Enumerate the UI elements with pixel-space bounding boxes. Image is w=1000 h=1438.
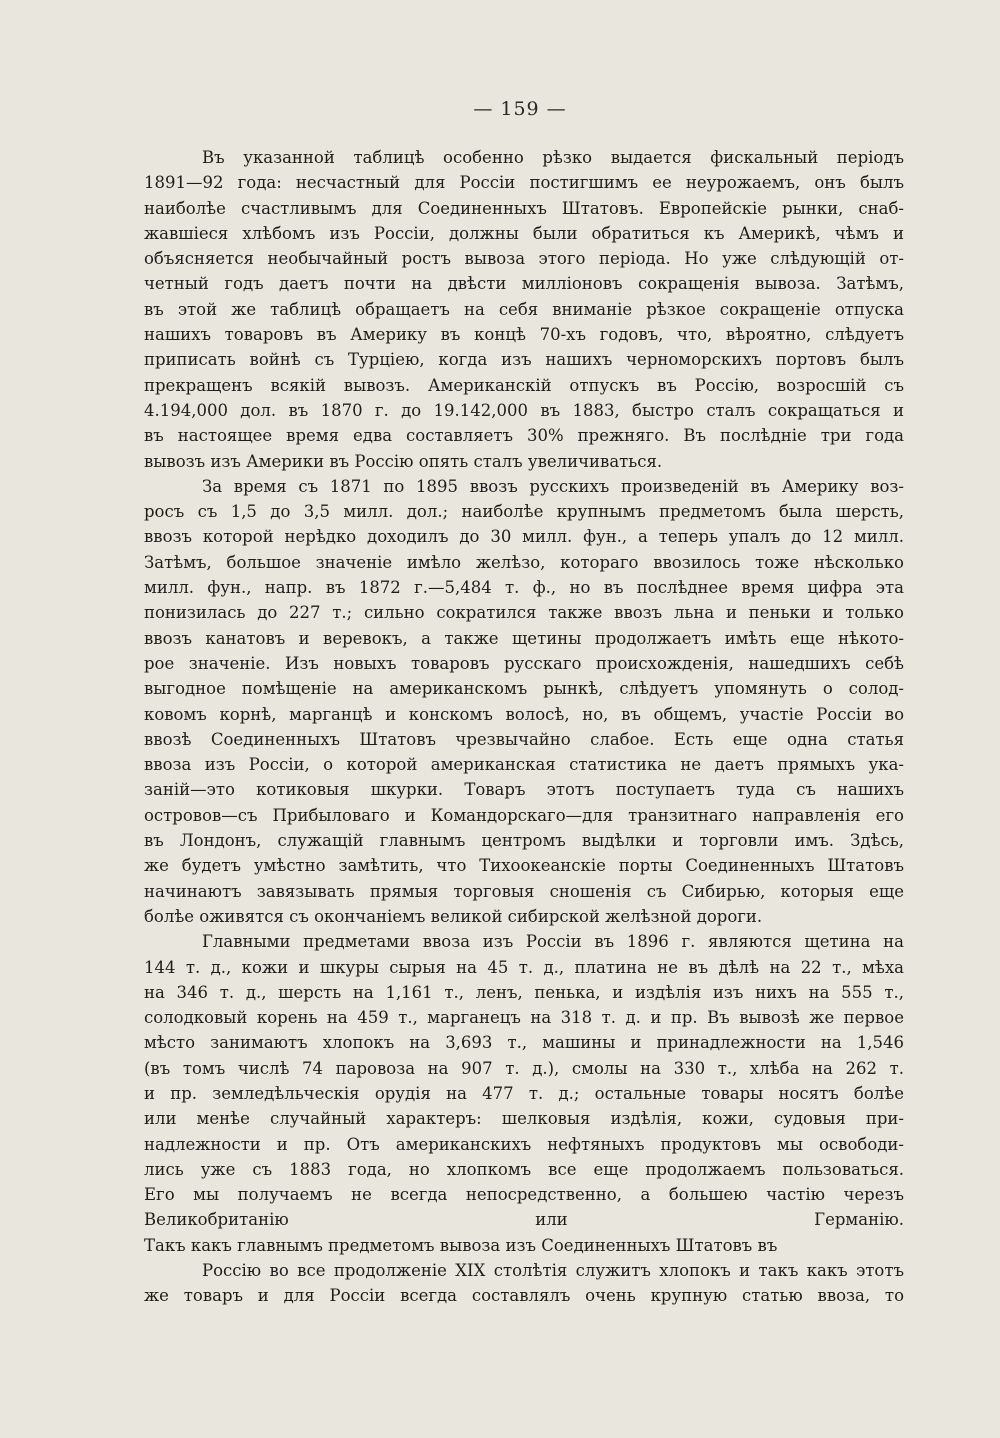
text-line: милл. фун., напр. въ 1872 г.—5,484 т. ф., но въ послѣднее время цифра эта <box>144 578 904 598</box>
text-line: Затѣмъ, большое значеніе имѣло желѣзо, котораго ввозилось тоже нѣсколько <box>144 552 904 572</box>
text-line: солодковый корень на 459 т., марганецъ на 318 т. д. и пр. Въ вывозѣ же первое <box>144 1008 904 1028</box>
text-line: прекращенъ всякій вывозъ. Американскій отпускъ въ Россію, возросшій съ <box>144 375 904 395</box>
text-line: мѣсто занимаютъ хлопокъ на 3,693 т., машины и принадлежности на 1,546 <box>144 1033 904 1053</box>
text-line: Великобританію или Германію. <box>144 1210 904 1230</box>
text-line: въ этой же таблицѣ обращаетъ на себя вниманіе рѣзкое сокращеніе отпуска <box>144 299 904 319</box>
text-line: въ настоящее время едва составляетъ 30% прежняго. Въ послѣдніе три года <box>144 426 904 446</box>
text-line: четный годъ даетъ почти на двѣсти милліоновъ сокращенія вывоза. Затѣмъ, <box>144 274 904 294</box>
text-line: ввозъ которой нерѣдко доходилъ до 30 милл. фун., а теперь упалъ до 12 милл. <box>144 527 904 547</box>
text-line: Его мы получаемъ не всегда непосредственно, а большею частію черезъ <box>144 1185 904 1205</box>
text-line <box>144 1309 904 1334</box>
text-line: ввоза изъ Россіи, о которой американская статистика не даетъ прямыхъ ука- <box>144 755 904 775</box>
text-line: и пр. земледѣльческія орудія на 477 т. д.; остальные товары носятъ болѣе <box>144 1083 904 1103</box>
text-line: надлежности и пр. Отъ американскихъ нефтяныхъ продуктовъ мы освободи- <box>144 1134 904 1154</box>
text-line: наиболѣе счастливымъ для Соединенныхъ Штатовъ. Европейскіе рынки, снаб- <box>144 198 904 218</box>
text-line: приписать войнѣ съ Турціею, когда изъ нашихъ черноморскихъ портовъ былъ <box>144 350 904 370</box>
text-line: выгодное помѣщеніе на американскомъ рынкѣ, слѣдуетъ упомянуть о солод- <box>144 679 904 699</box>
text-line: ввозѣ Соединенныхъ Штатовъ чрезвычайно слабое. Есть еще одна статья <box>144 729 904 749</box>
text-line: За время съ 1871 по 1895 ввозъ русскихъ произведеній въ Америку воз- <box>202 476 904 496</box>
text-line: понизилась до 227 т.; сильно сократился также ввозъ льна и пеньки и только <box>144 603 904 623</box>
text-line: ковомъ корнѣ, марганцѣ и конскомъ волосѣ, но, въ общемъ, участіе Россіи во <box>144 704 904 724</box>
page-number: — 159 — <box>473 98 567 120</box>
text-line: рое значеніе. Изъ новыхъ товаровъ русскаго происхожденія, нашедшихъ себѣ <box>144 653 904 673</box>
text-line: 144 т. д., кожи и шкуры сырыя на 45 т. д., платина не въ дѣлѣ на 22 т., мѣха <box>144 957 904 977</box>
text-line: въ Лондонъ, служащій главнымъ центромъ выдѣлки и торговли имъ. Здѣсь, <box>144 831 904 851</box>
text-line: 1891—92 года: несчастный для Россіи постигшимъ ее неурожаемъ, онъ былъ <box>144 173 904 193</box>
text-line: объясняется необычайный ростъ вывоза этого періода. Но уже слѣдующій от- <box>144 249 904 269</box>
text-line: же будетъ умѣстно замѣтить, что Тихоокеанскіе порты Соединенныхъ Штатовъ <box>144 856 904 876</box>
text-line: начинаютъ завязывать прямыя торговыя сношенія съ Сибирью, которыя еще <box>144 881 904 901</box>
text-line: жавшіеся хлѣбомъ изъ Россіи, должны были обратиться къ Америкѣ, чѣмъ и <box>144 223 904 243</box>
text-line: Въ указанной таблицѣ особенно рѣзко выдается фискальный періодъ <box>202 148 904 167</box>
text-line: Главными предметами ввоза изъ Россіи въ 1896 г. являются щетина на <box>202 932 904 952</box>
text-line: на 346 т. д., шерсть на 1,161 т., ленъ, пенька, и издѣлія изъ нихъ на 555 т., <box>144 982 904 1002</box>
text-line: ввозъ канатовъ и веревокъ, а также щетины продолжаетъ имѣть еще нѣкото- <box>144 628 904 648</box>
text-line: Такъ какъ главнымъ предметомъ вывоза изъ Соединенныхъ Штатовъ въ <box>144 1235 778 1255</box>
text-line: лись уже съ 1883 года, но хлопкомъ все еще продолжаемъ пользоваться. <box>144 1159 904 1179</box>
text-line: (въ томъ числѣ 74 паровоза на 907 т. д.), смолы на 330 т., хлѣба на 262 т. <box>144 1058 904 1078</box>
text-line: нашихъ товаровъ въ Америку въ концѣ 70-хъ годовъ, что, вѣроятно, слѣдуетъ <box>144 325 904 345</box>
text-line: вывозъ изъ Америки въ Россію опять сталъ увеличиваться. <box>144 451 663 471</box>
text-line: Россію во все продолженіе XIX столѣтія служитъ хлопокъ и такъ какъ этотъ <box>202 1261 904 1281</box>
text-line: заній—это котиковыя шкурки. Товаръ этотъ поступаетъ туда съ нашихъ <box>144 780 904 800</box>
text-line: островов—съ Прибыловаго и Командорскаго—для транзитнаго направленія его <box>144 805 904 825</box>
text-line: или менѣе случайный характеръ: шелковыя издѣлія, кожи, судовыя при- <box>144 1109 904 1129</box>
text-line: 4.194,000 дол. въ 1870 г. до 19.142,000 въ 1883, быстро сталъ сокращаться и <box>144 400 904 420</box>
text-line: болѣе оживятся съ окончаніемъ великой сибирской желѣзной дороги. <box>144 906 763 926</box>
body-text <box>144 145 904 1334</box>
text-line: же товаръ и для Россіи всегда составлялъ очень крупную статью ввоза, то <box>144 1286 904 1306</box>
text-line: росъ съ 1,5 до 3,5 милл. дол.; наиболѣе крупнымъ предметомъ была шерсть, <box>144 502 904 522</box>
